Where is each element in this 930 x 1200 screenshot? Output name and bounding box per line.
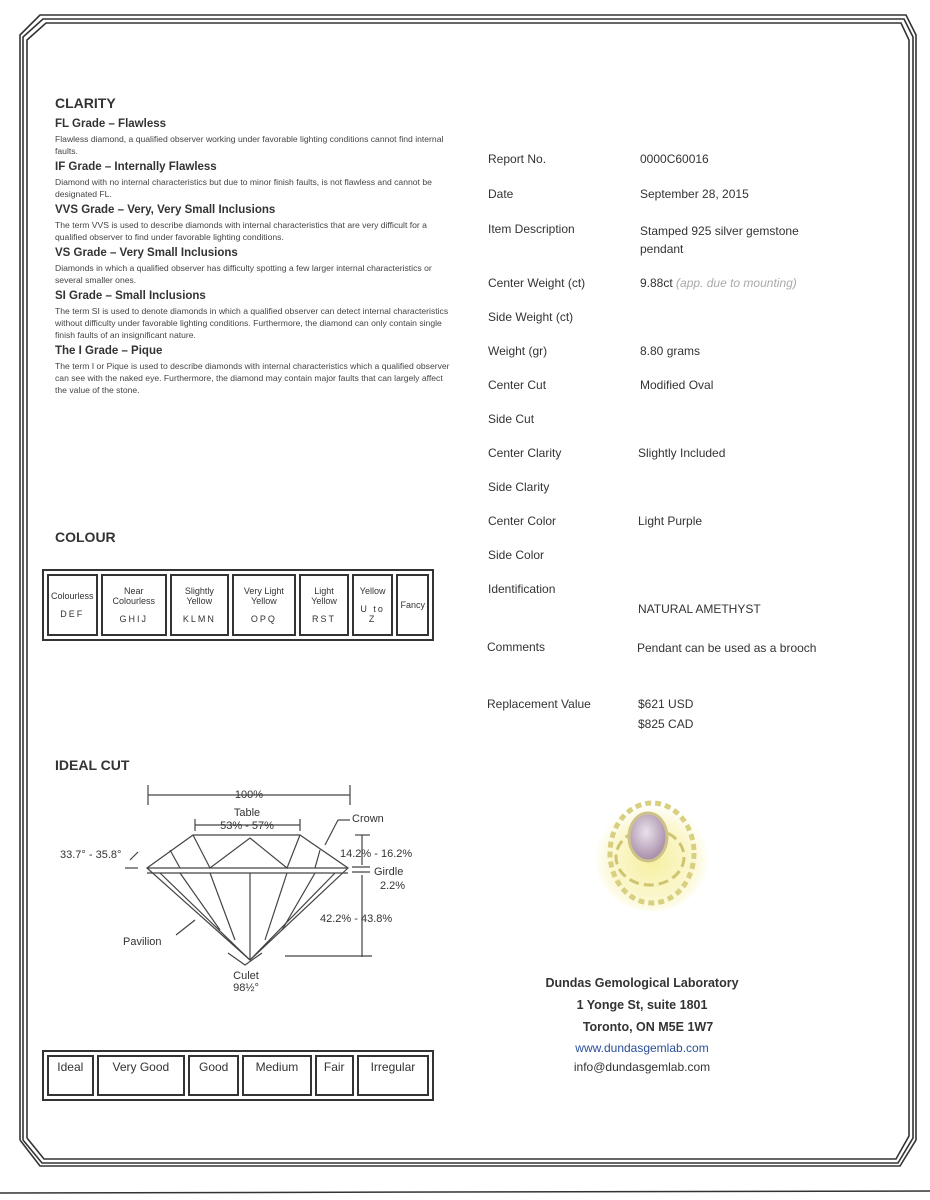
- comments-label: Comments: [487, 640, 546, 654]
- width-label: 100%: [234, 789, 264, 801]
- center-weight-label: Center Weight (ct): [488, 276, 586, 290]
- center-clarity-label: Center Clarity: [488, 446, 562, 460]
- lab-website-link[interactable]: www.dundasgemlab.com: [575, 1041, 709, 1055]
- weight-label: Weight (gr): [488, 344, 548, 358]
- center-color-value: Light Purple: [638, 514, 703, 528]
- grade-text: Diamond with no internal characteristics but due to minor finish faults, is not flawless and cannot be designated FL.: [55, 177, 432, 199]
- replacement-value-usd: $621 USD: [638, 697, 694, 711]
- colour-title: COLOUR: [55, 529, 116, 545]
- comments-value: Pendant can be used as a brooch: [637, 641, 817, 655]
- grade-heading: SI Grade – Small Inclusions: [55, 290, 206, 302]
- identification-value: NATURAL AMETHYST: [638, 602, 761, 616]
- crown-label: Crown: [352, 813, 384, 825]
- pavilion-label: Pavilion: [123, 936, 162, 948]
- lab-name: Dundas Gemological Laboratory: [545, 976, 739, 990]
- cut-grade-cell: Irregular: [357, 1055, 429, 1096]
- report-no-value: 0000C60016: [640, 152, 709, 166]
- table-label: Table: [233, 807, 261, 819]
- cut-grade-cell: Very Good: [97, 1055, 186, 1096]
- colour-cell: Yellow U to Z: [352, 574, 394, 636]
- side-cut-label: Side Cut: [488, 412, 535, 426]
- grade-heading: VVS Grade – Very, Very Small Inclusions: [55, 204, 276, 216]
- grade-text: The term VVS is used to describe diamonds with internal characteristics that are very difficult for a qualified observer to find under favorable lighting conditions.: [55, 220, 427, 242]
- grade-text: Flawless diamond, a qualified observer working under favorable lighting conditions cannot find internal faults.: [55, 134, 444, 156]
- girdle-value: 2.2%: [380, 880, 406, 892]
- center-cut-label: Center Cut: [488, 378, 547, 392]
- cut-grade-cell: Medium: [242, 1055, 311, 1096]
- pendant-photo: [590, 795, 720, 915]
- grade-heading: The I Grade – Pique: [55, 345, 163, 357]
- lab-address-line1: 1 Yonge St, suite 1801: [576, 998, 708, 1012]
- colour-scale-table: [42, 569, 434, 641]
- grade-text: Diamonds in which a qualified observer has difficulty spotting a few larger internal characteristics or several smaller ones.: [55, 263, 432, 285]
- lab-address-line2: Toronto, ON M5E 1W7: [582, 1020, 714, 1034]
- grade-heading: FL Grade – Flawless: [55, 118, 167, 130]
- colour-cell: Colourless DEF: [47, 574, 98, 636]
- cut-grade-table: [42, 1050, 434, 1101]
- cut-grade-cell: Fair: [315, 1055, 354, 1096]
- side-weight-label: Side Weight (ct): [488, 310, 574, 324]
- girdle-label: Girdle: [374, 866, 404, 878]
- diamond-diagram: [50, 775, 430, 995]
- colour-cell: Near Colourless GHIJ: [101, 574, 168, 636]
- side-color-label: Side Color: [488, 548, 545, 562]
- cut-grade-cell: Ideal: [47, 1055, 94, 1096]
- center-color-label: Center Color: [488, 514, 557, 528]
- table-value: 53% - 57%: [220, 820, 274, 832]
- weight-value: 8.80 grams: [640, 344, 701, 358]
- grade-heading: IF Grade – Internally Flawless: [55, 161, 217, 173]
- colour-cell: Light Yellow RST: [299, 574, 349, 636]
- grade-heading: VS Grade – Very Small Inclusions: [55, 247, 238, 259]
- colour-cell: Fancy: [396, 574, 429, 636]
- center-weight-value: 9.88ct (app. due to mounting): [640, 276, 797, 290]
- clarity-title: CLARITY: [55, 95, 116, 111]
- crown-height: 14.2% - 16.2%: [340, 848, 413, 860]
- replacement-value-label: Replacement Value: [487, 697, 591, 711]
- clarity-section: [55, 95, 450, 398]
- ideal-cut-title: IDEAL CUT: [55, 757, 130, 773]
- culet-value: 98½°: [233, 982, 259, 994]
- item-description-label: Item Description: [488, 222, 575, 236]
- center-cut-value: Modified Oval: [640, 378, 714, 392]
- item-description-value: Stamped 925 silver gemstone pendant: [640, 224, 799, 256]
- center-clarity-value: Slightly Included: [638, 446, 726, 460]
- culet-label: Culet: [233, 970, 259, 982]
- colour-cell: Slightly Yellow KLMN: [170, 574, 229, 636]
- lab-email: info@dundasgemlab.com: [573, 1060, 711, 1074]
- date-label: Date: [488, 187, 514, 201]
- crown-angle: 33.7° - 35.8°: [60, 849, 122, 861]
- report-no-label: Report No.: [488, 152, 547, 166]
- date-value: September 28, 2015: [640, 187, 749, 201]
- replacement-value-cad: $825 CAD: [638, 717, 694, 731]
- pavilion-depth: 42.2% - 43.8%: [320, 913, 393, 925]
- grade-text: The term SI is used to denote diamonds in which a qualified observer can detect internal characteristics without difficulty under favorable lighting conditions. Furthermore, the diamond can only contain single finish faults of an insignificant nature.: [55, 306, 449, 340]
- cut-grade-cell: Good: [188, 1055, 239, 1096]
- side-clarity-label: Side Clarity: [488, 480, 550, 494]
- grade-text: The term I or Pique is used to describe diamonds with internal characteristics which a qualified observer can see with the naked eye. Furthermore, the diamond may contain major faults that can largely affect the value of the stone.: [55, 361, 450, 395]
- identification-label: Identification: [488, 582, 556, 596]
- colour-cell: Very Light Yellow OPQ: [232, 574, 297, 636]
